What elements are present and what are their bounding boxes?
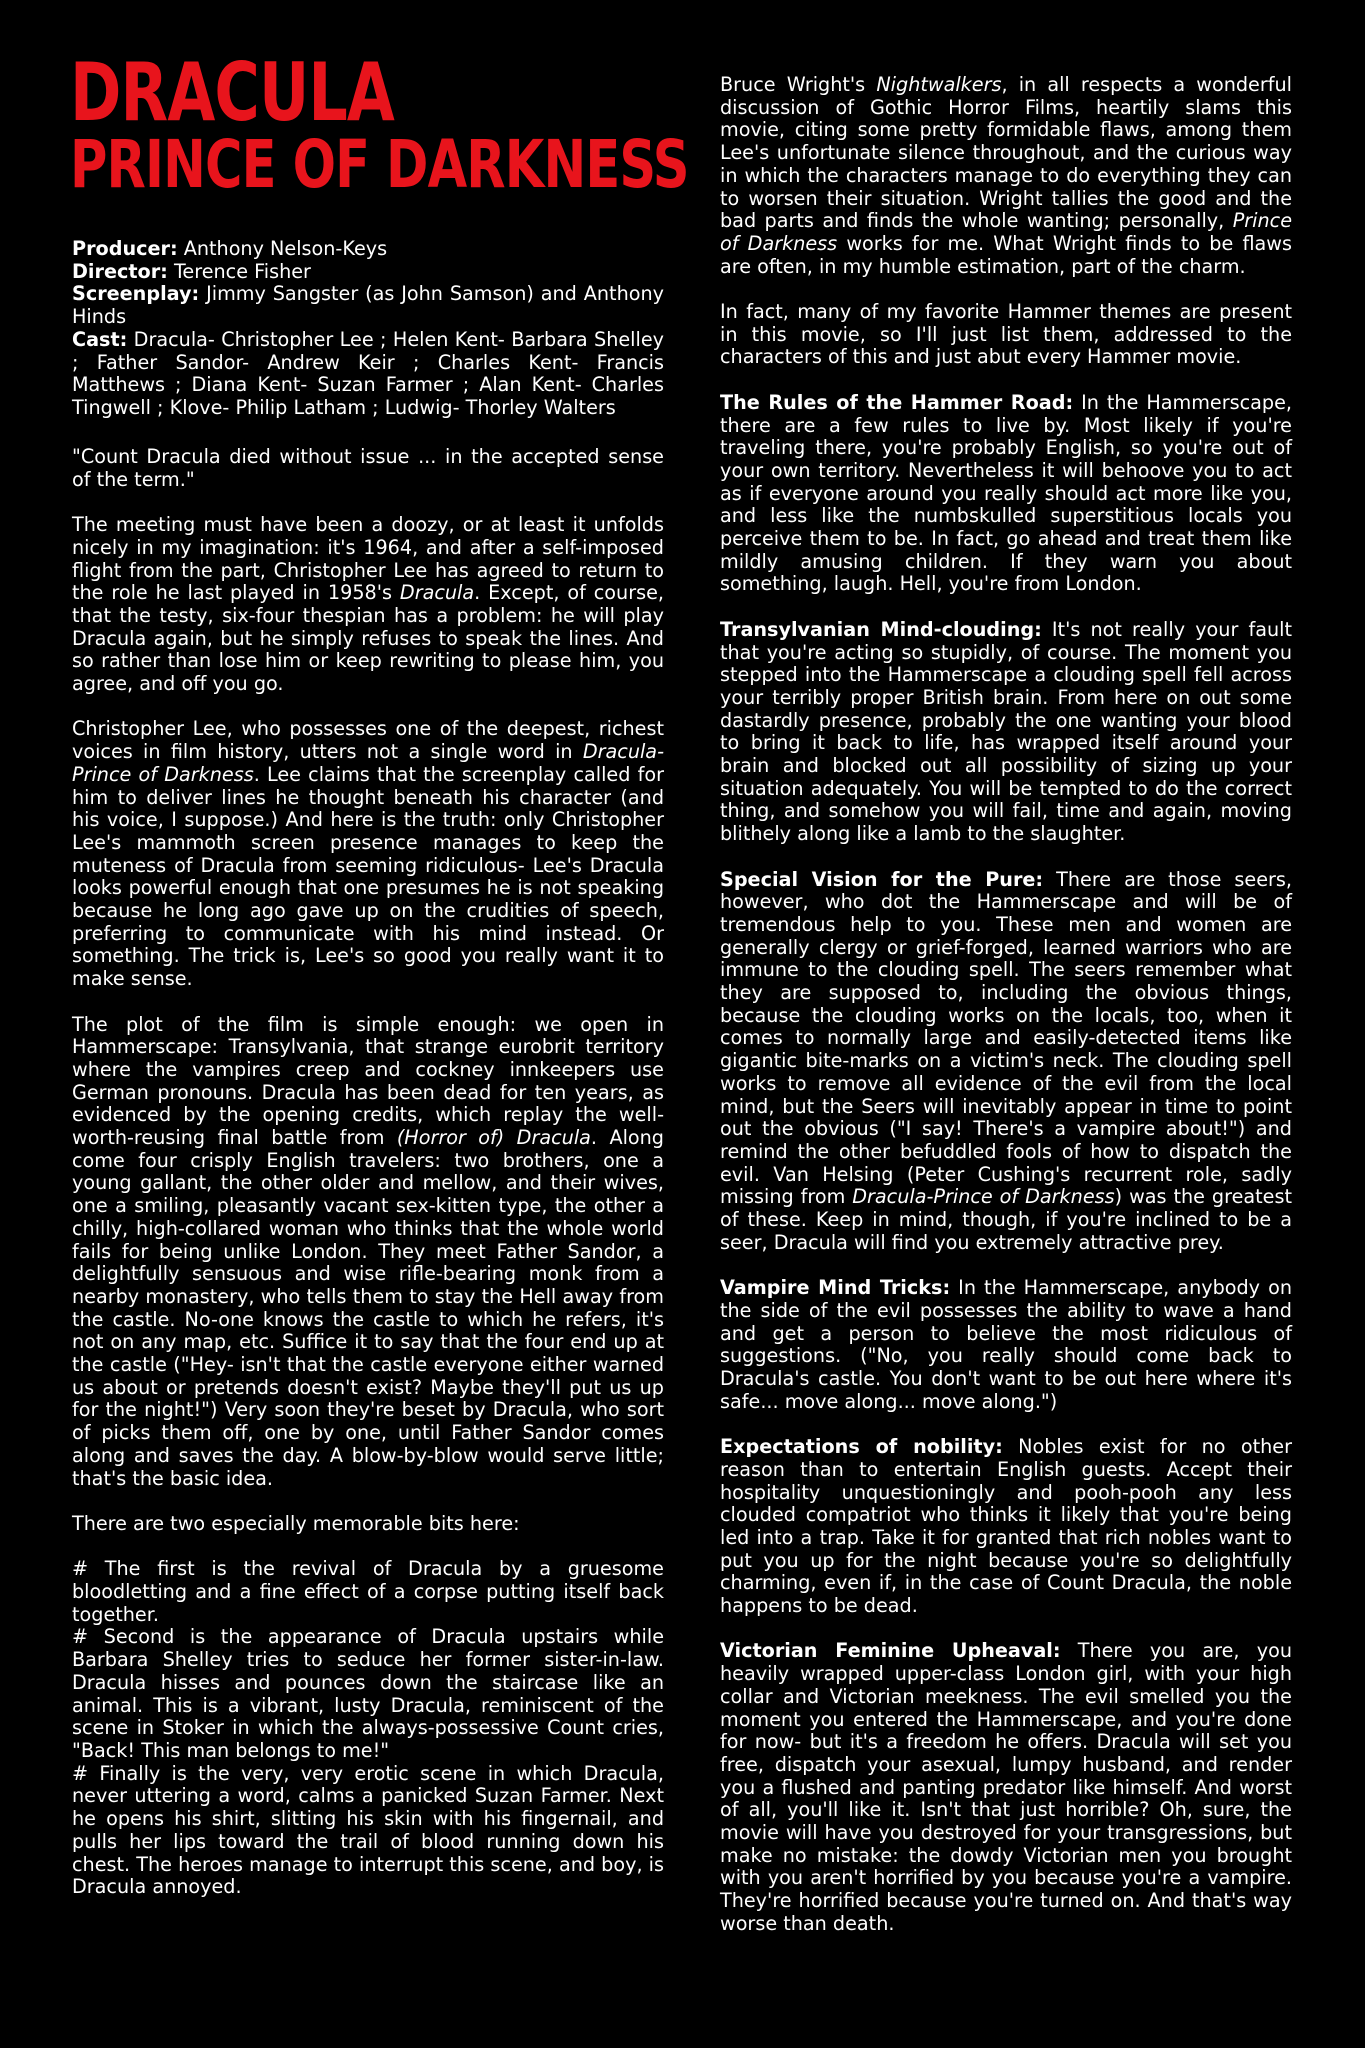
producer-label: Producer: bbox=[72, 237, 178, 260]
paragraph-text: works for me. What Wright finds to be flaws are often, in my humble estimation, part of the charm. bbox=[720, 231, 1292, 278]
screenplay-value: Jimmy Sangster (as John Samson) and Anthony Hinds bbox=[72, 282, 664, 329]
section-heading: Expectations of nobility: bbox=[720, 1435, 1003, 1459]
section-heading: Vampire Mind Tricks: bbox=[720, 1276, 951, 1300]
paragraph-text: , in all respects a wonderful discussion of Gothic Horror Films, heartily slams this movie, citing some pretty formidable flaws, among them Lee's unfortunate silence throughout, and the curious way in which the characters manage to do everything they can to worsen their situation. Wright tallies the good and the bad parts and finds the whole wanting; personally, bbox=[720, 73, 1292, 233]
memorable-bits-list bbox=[72, 1558, 664, 1899]
cast-value: Dracula- Christopher Lee ; Helen Kent- Barbara Shelley ; Father Sandor- Andrew Keir ; Charles Kent- Francis Matthews ; Diana Kent- Suzan Farmer ; Alan Kent- Charles Tingwell ; Klove- Philip Latham ; Ludwig- Thorley Walters bbox=[72, 327, 664, 419]
section-text: There are those seers, however, who dot the Hammerscape and will be of tremendous help to you. These men and women are generally clergy or grief-forged, learned warriors who are immune to the clouding spell. The seers remember what they are supposed to, including the obvious things, because the clouding works on the locals, too, when it comes to normally large and easily-detected items like gigantic bite-marks on a victim's neck. The clouding spell works to remove all evidence of the evil from the local mind, but the Seers will inevitably appear in time to point out the obvious ("I say! There's a vampire about!") and remind the other befuddled fools of how to dispatch the evil. Van Helsing (Peter Cushing's recurrent role, sadly missing from bbox=[720, 867, 1293, 1209]
paragraph: There are two especially memorable bits here: bbox=[72, 1511, 520, 1535]
screenplay-label: Screenplay: bbox=[72, 282, 200, 306]
film-title-ref: Dracula-Prince of Darkness bbox=[72, 740, 664, 786]
film-title-ref: (Horror of) Dracula bbox=[396, 1126, 591, 1150]
cast-line bbox=[72, 329, 664, 420]
section-text: In the Hammerscape, anybody on the side of the evil possesses the ability to wave a hand and get a person to believe the most ridiculous of suggestions. ("No, you really should come back to Dracula's castle. You don't want to be out here where it's safe... move along... move along.") bbox=[720, 1276, 1292, 1413]
paragraph bbox=[720, 74, 1292, 278]
section-text: It's not really your fault that you're acting so stupidly, of course. The moment you stepped into the Hammerscape a clouding spell fell across your terribly proper British brain. From here on out some dastardly presence, probably the one wanting your blood to bring it back to life, has wrapped itself around your brain and blocked out all possibility of sizing up your situation adequately. You will be tempted to do the correct thing, and somehow you will fail, time and again, moving blithely along like a lamb to the slaughter. bbox=[720, 617, 1292, 846]
theme-section bbox=[720, 619, 1292, 846]
paragraph bbox=[72, 514, 664, 696]
section-text: ) was the greatest of these. Keep in mind, though, if you're inclined to be a seer, Dracula will find you extremely attractive prey. bbox=[720, 1185, 1292, 1254]
paragraph: In fact, many of my favorite Hammer themes are present in this movie, so I'll just list them, addressed to the characters of this and just abut every Hammer movie. bbox=[720, 300, 1292, 369]
producer-value: Anthony Nelson-Keys bbox=[177, 237, 388, 260]
screenplay-line bbox=[72, 283, 664, 328]
paragraph-text: . Except, of course, that the testy, six-four thespian has a problem: he will play Dracula again, but he simply refuses to speak the lines. And so rather than lose him or keep rewriting to please him, you agree, and off you go. bbox=[72, 581, 664, 696]
left-column bbox=[72, 446, 664, 1899]
theme-section bbox=[720, 392, 1292, 596]
cast-label: Cast: bbox=[72, 327, 128, 351]
section-text: Nobles exist for no other reason than to entertain English guests. Accept their hospitality unquestioningly and pooh-pooh any less clouded compatriot who thinks it likely that you're being led into a trap. Take it for granted that rich nobles want to put you up for the night because you're so delightfully charming, even if, in the case of Count Dracula, the noble happens to be dead. bbox=[720, 1435, 1292, 1618]
paragraph-text: . Lee claims that the screenplay called for him to deliver lines he thought beneath his character (and his voice, I suppose.) And here is the truth: only Christopher Lee's mammoth screen presence manages to keep the muteness of Dracula from seeming ridiculous- Lee's Dracula looks powerful enough that one presumes he is not speaking because he long ago gave up on the crudities of speech, preferring to communicate with his mind instead. Or something. The trick is, Lee's so good you really want it to make sense. bbox=[72, 762, 664, 991]
section-heading: Special Vision for the Pure: bbox=[720, 867, 1044, 891]
section-heading: Transylvanian Mind-clouding: bbox=[720, 617, 1042, 641]
paragraph bbox=[72, 718, 664, 990]
director-label: Director: bbox=[72, 259, 168, 283]
director-line bbox=[72, 261, 664, 284]
film-title-ref: Dracula-Prince of Darkness bbox=[852, 1185, 1115, 1209]
paragraph bbox=[72, 1014, 664, 1491]
director-value: Terence Fisher bbox=[167, 259, 311, 283]
section-heading: Victorian Feminine Upheaval: bbox=[720, 1639, 1061, 1663]
section-text: In the Hammerscape, there are a few rules to live by. Most likely if you're traveling there, you're probably English, so you're out of your own territory. Nevertheless it will behoove you to act as if everyone around you really should act more like you, and less like the numbskulled superstitious locals you perceive them to be. In fact, go ahead and treat them like mildly amusing children. If they warn you about something, laugh. Hell, you're from London. bbox=[720, 390, 1292, 596]
section-heading: The Rules of the Hammer Road: bbox=[720, 390, 1074, 414]
paragraph-text: The plot of the film is simple enough: we open in Hammerscape: Transylvania, that strange eurobrit territory where the vampires creep and cockney innkeepers use German pronouns. Dracula has been dead for ten years, as evidenced by the opening credits, which replay the well-worth-reusing final battle from bbox=[72, 1012, 664, 1150]
paragraph-text: Christopher Lee, who possesses one of the deepest, richest voices in film history, utters not a single word in bbox=[72, 717, 664, 764]
film-title-ref: Dracula bbox=[399, 581, 475, 605]
credits-block bbox=[72, 238, 664, 420]
theme-section bbox=[720, 1436, 1292, 1618]
theme-section bbox=[720, 1640, 1292, 1935]
list-item: # Finally is the very, very erotic scene in which Dracula, never uttering a word, calms a panicked Suzan Farmer. Next he opens his shirt, slitting his skin with his fingernail, and pulls her lips toward the trail of blood running down his chest. The heroes manage to interrupt this scene, and boy, is Dracula annoyed. bbox=[72, 1761, 664, 1899]
paragraph-text: . Along come four crisply English travelers: two brothers, one a young gallant, the other older and mellow, and their wives, one a smiling, pleasantly vacant sex-kitten type, the other a chilly, high-collared woman who thinks that the whole world fails for being unlike London. They meet Father Sandor, a delightfully sensuous and wise rifle-bearing monk from a nearby monastery, who tells them to stay the Hell away from the castle. No-one knows the castle to which he refers, it's not on any map, etc. Suffice it to say that the four end up at the castle ("Hey- isn't that the castle everyone either warned us about or pretends doesn't exist? Maybe they'll put us up for the night!") Very soon they're beset by Dracula, who sort of picks them off, one by one, until Father Sandor comes along and saves the day. A blow-by-blow would serve little; that's the basic idea. bbox=[72, 1126, 664, 1490]
section-text: There you are, you heavily wrapped upper-class London girl, with your high collar and Victorian meekness. The evil smelled you the moment you entered the Hammerscape, and you're done for now- but it's a freedom he offers. Dracula will set you free, dispatch your asexual, lumpy husband, and render you a flushed and panting predator like himself. And worst of all, you'll like it. Isn't that just horrible? Oh, sure, the movie will have you destroyed for your transgressions, but make no mistake: the dowdy Victorian men you brought with you aren't horrified by you because you're a vampire. They're horrified because you're turned on. And that's way worse than death. bbox=[720, 1639, 1292, 1935]
paragraph-text: Bruce Wright's bbox=[720, 73, 877, 96]
list-item: # Second is the appearance of Dracula upstairs while Barbara Shelley tries to seduce her former sister-in-law. Dracula hisses and pounces down the staircase like an animal. This is a vibrant, lusty Dracula, reminiscent of the scene in Stoker in which the always-possessive Count cries, "Back! This man belongs to me!" bbox=[72, 1625, 664, 1762]
title-line-2: PRINCE OF DARKNESS bbox=[70, 126, 689, 203]
list-item: # The first is the revival of Dracula by a gruesome bloodletting and a fine effect of a corpse putting itself back together. bbox=[72, 1557, 664, 1626]
page-title bbox=[70, 46, 689, 203]
theme-section bbox=[720, 869, 1292, 1255]
opening-quote: "Count Dracula died without issue ... in the accepted sense of the term." bbox=[72, 445, 664, 491]
paragraph-text: The meeting must have been a doozy, or at least it unfolds nicely in my imagination: it's 1964, and after a self-imposed flight from the part, Christopher Lee has agreed to return to the role he last played in 1958's bbox=[72, 513, 664, 605]
producer-line bbox=[72, 238, 664, 261]
right-column bbox=[720, 74, 1292, 1958]
theme-section bbox=[720, 1277, 1292, 1413]
film-title-ref: Prince of Darkness bbox=[720, 209, 1292, 255]
title-line-1: DRACULA bbox=[70, 46, 394, 139]
book-title-ref: Nightwalkers bbox=[876, 73, 1002, 96]
